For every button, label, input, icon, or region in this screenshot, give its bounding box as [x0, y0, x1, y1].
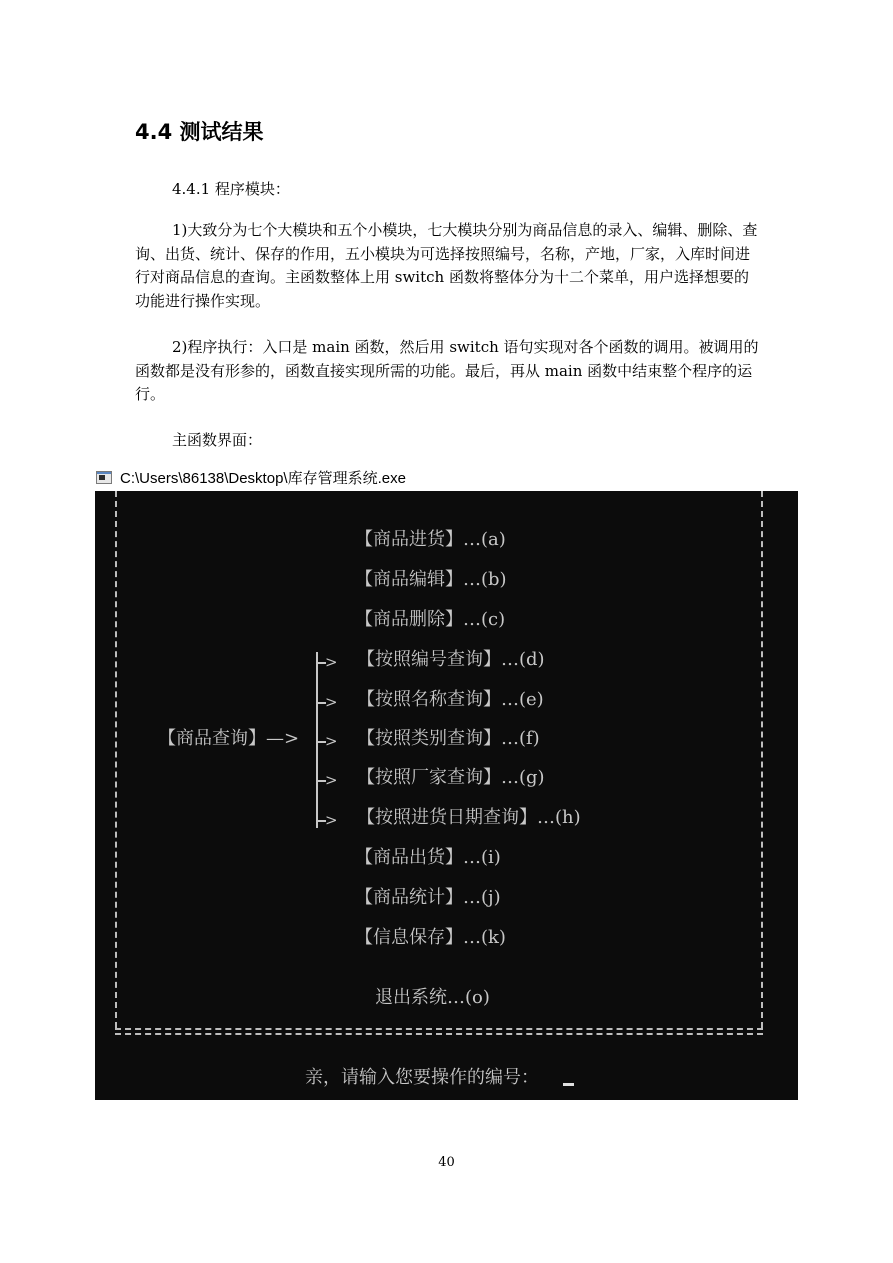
paragraph-modules: 1)大致分为七个大模块和五个小模块，七大模块分别为商品信息的录入、编辑、删除、查询、出货、统计、保存的作用，五小模块为可选择按照编号，名称，产地，厂家，入库时间进行对商品信息的查询。主函数整体上用 switch 函数将整体分为十二个菜单，用户选择想要的功能进行操作实现。 — [135, 221, 758, 310]
console-screen — [95, 491, 798, 1100]
console-window-titlebar — [96, 466, 406, 488]
branch-arrow: > — [325, 811, 338, 829]
paragraph-execution: 2)程序执行：入口是 main 函数，然后用 switch 语句实现对各个函数的调用。被调用的函数都是没有形参的，函数直接实现所需的功能。最后，再从 main 函数中结束整个程序的运行。 — [135, 338, 759, 403]
console-right-border — [761, 491, 763, 1028]
branch-arrow: > — [325, 771, 338, 789]
console-window-icon — [96, 471, 112, 484]
window-title: C:\Users\86138\Desktop\库存管理系统.exe — [120, 469, 406, 487]
menu-item-query-by-name: 【按照名称查询】…(e) — [357, 689, 544, 710]
query-branch-line — [316, 652, 318, 828]
menu-item-delete: 【商品删除】…(c) — [355, 609, 506, 630]
menu-item-exit: 退出系统…(o) — [375, 987, 490, 1008]
menu-item-query-by-category: 【按照类别查询】…(f) — [357, 728, 540, 749]
figure-caption: 主函数界面： — [172, 431, 263, 449]
branch-arrow: > — [325, 653, 338, 671]
page-number: 40 — [438, 1155, 455, 1170]
query-label: 【商品查询】—> — [158, 728, 300, 749]
branch-arrow: > — [325, 693, 338, 711]
menu-item-query-by-date: 【按照进货日期查询】…(h) — [357, 807, 581, 828]
menu-item-query-by-id: 【按照编号查询】…(d) — [357, 649, 545, 670]
input-prompt: 亲，请输入您要操作的编号： — [305, 1067, 539, 1088]
text-cursor — [563, 1083, 574, 1086]
section-heading: 4.4 测试结果 — [135, 120, 264, 144]
menu-item-add-stock: 【商品进货】…(a) — [355, 529, 506, 550]
subsection-heading: 4.4.1 程序模块： — [172, 180, 290, 198]
menu-item-query-by-manufacturer: 【按照厂家查询】…(g) — [357, 767, 545, 788]
branch-arrow: > — [325, 732, 338, 750]
menu-item-save: 【信息保存】…(k) — [355, 927, 506, 948]
menu-item-edit: 【商品编辑】…(b) — [355, 569, 507, 590]
menu-item-statistics: 【商品统计】…(j) — [355, 887, 501, 908]
menu-item-ship-out: 【商品出货】…(i) — [355, 847, 501, 868]
console-divider — [115, 1028, 763, 1035]
console-left-border — [115, 491, 117, 1028]
